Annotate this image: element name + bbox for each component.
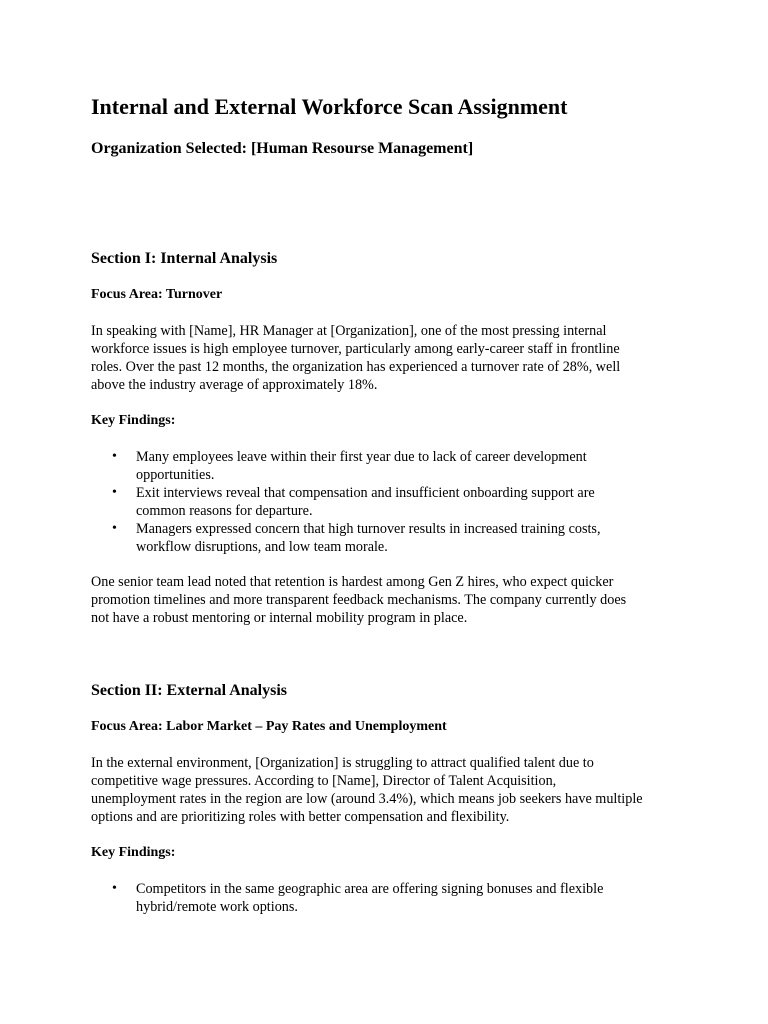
bullet-icon: •	[112, 521, 117, 536]
section-1-key-findings-label: Key Findings:	[91, 413, 176, 428]
paragraph-line: promotion timelines and more transparent feedback mechanisms. The company currently does	[91, 592, 627, 608]
section-2-heading: Section II: External Analysis	[91, 682, 288, 699]
paragraph-line: options and are prioritizing roles with better compensation and flexibility.	[91, 809, 510, 825]
section-2-key-findings-list	[91, 880, 691, 916]
list-item-line: Many employees leave within their first year due to lack of career development	[136, 449, 587, 465]
paragraph-line: competitive wage pressures. According to [Name], Director of Talent Acquisition,	[91, 773, 557, 789]
list-item-line: hybrid/remote work options.	[136, 899, 298, 915]
section-1-intro-paragraph	[91, 322, 691, 394]
paragraph-line: not have a robust mentoring or internal mobility program in place.	[91, 610, 468, 626]
list-item-line: Exit interviews reveal that compensation and insufficient onboarding support are	[136, 485, 595, 501]
list-item-line: Competitors in the same geographic area are offering signing bonuses and flexible	[136, 881, 604, 897]
bullet-icon: •	[112, 485, 117, 500]
bullet-icon: •	[112, 881, 117, 896]
paragraph-line: unemployment rates in the region are low (around 3.4%), which means job seekers have multiple	[91, 791, 643, 807]
list-item-line: opportunities.	[136, 467, 215, 483]
section-1-closing-paragraph	[91, 573, 691, 627]
organization-selected: Organization Selected: [Human Resourse Management]	[91, 140, 474, 157]
list-item	[91, 520, 691, 556]
paragraph-line: In speaking with [Name], HR Manager at [Organization], one of the most pressing internal	[91, 323, 607, 339]
section-2-intro-paragraph	[91, 754, 691, 826]
section-1-key-findings-list	[91, 448, 691, 556]
paragraph-line: workforce issues is high employee turnover, particularly among early-career staff in frontline	[91, 341, 620, 357]
list-item	[91, 448, 691, 484]
list-item-line: common reasons for departure.	[136, 503, 313, 519]
list-item	[91, 880, 691, 916]
section-2-focus-area: Focus Area: Labor Market – Pay Rates and Unemployment	[91, 719, 447, 734]
list-item	[91, 484, 691, 520]
bullet-icon: •	[112, 449, 117, 464]
paragraph-line: roles. Over the past 12 months, the organization has experienced a turnover rate of 28%, well	[91, 359, 621, 375]
list-item-line: Managers expressed concern that high turnover results in increased training costs,	[136, 521, 601, 537]
list-item-line: workflow disruptions, and low team morale.	[136, 539, 388, 555]
section-2-key-findings-label: Key Findings:	[91, 845, 176, 860]
section-1-focus-area: Focus Area: Turnover	[91, 287, 223, 302]
section-1-heading: Section I: Internal Analysis	[91, 250, 278, 267]
document-title: Internal and External Workforce Scan Assignment	[91, 94, 568, 119]
paragraph-line: In the external environment, [Organization] is struggling to attract qualified talent due to	[91, 755, 594, 771]
paragraph-line: above the industry average of approximately 18%.	[91, 377, 378, 393]
paragraph-line: One senior team lead noted that retention is hardest among Gen Z hires, who expect quicker	[91, 574, 614, 590]
